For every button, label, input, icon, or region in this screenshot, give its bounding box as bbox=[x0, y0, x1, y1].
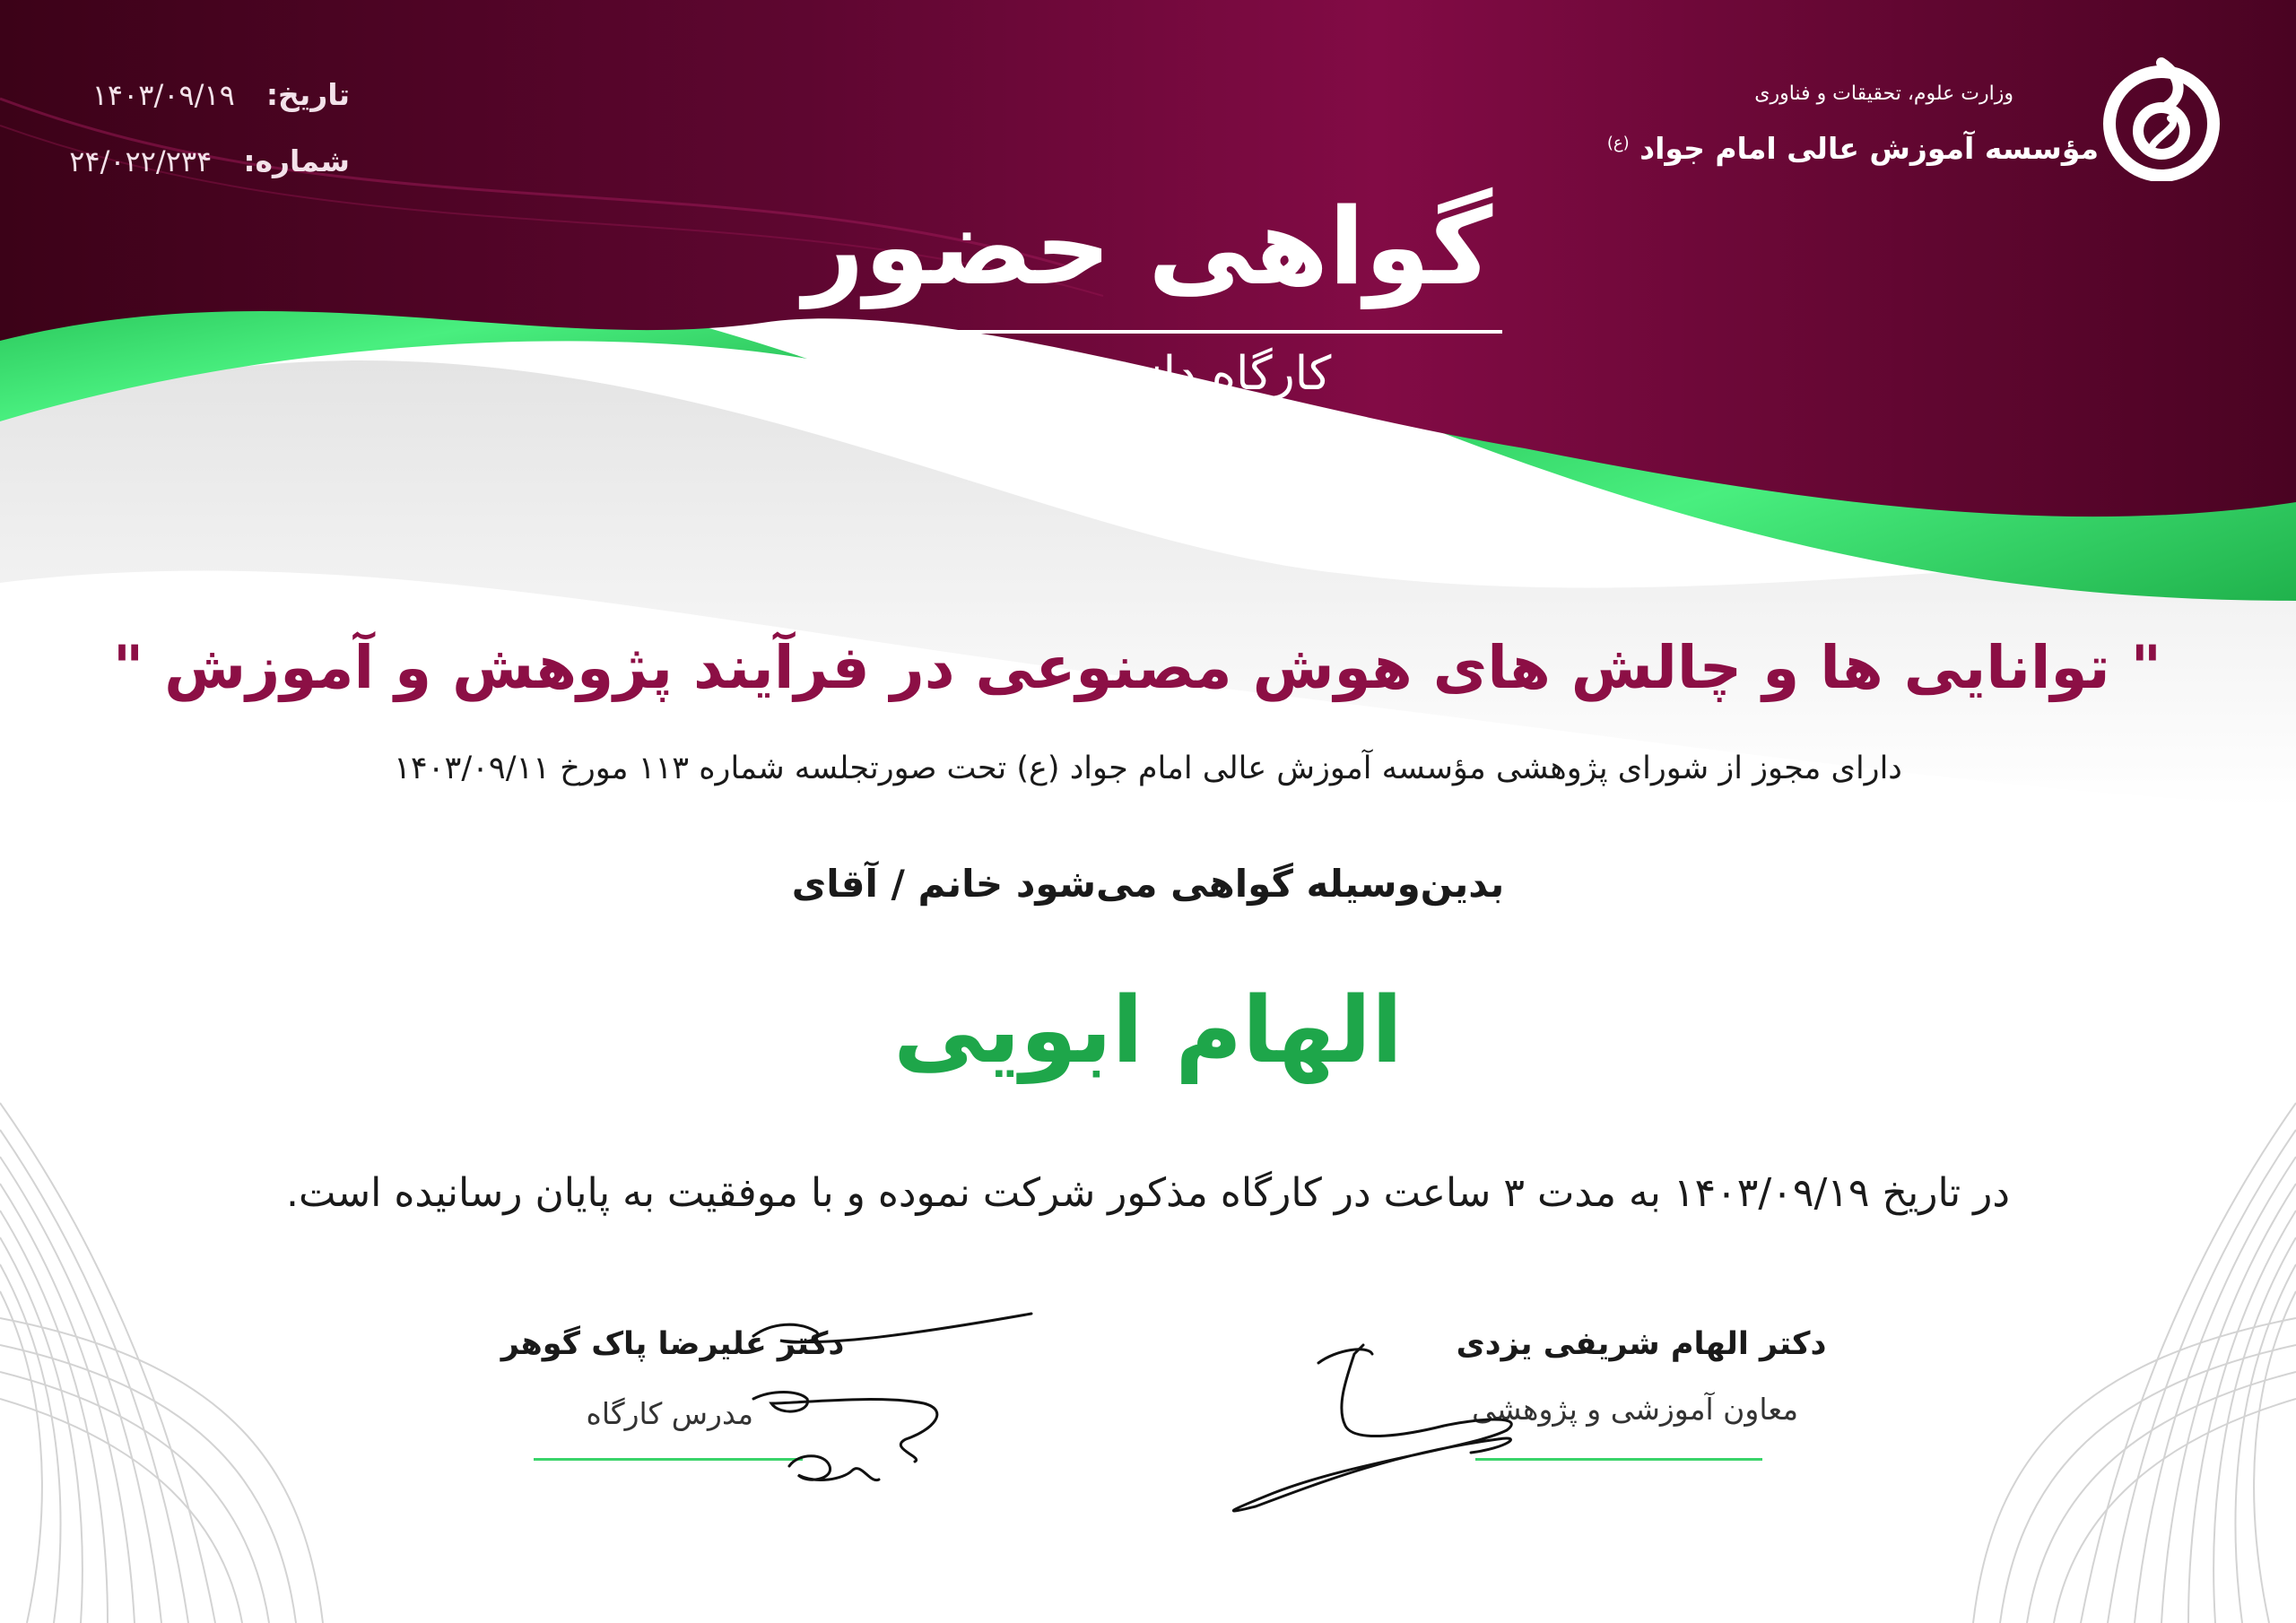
date-value: ۱۴۰۳/۰۹/۱۹ bbox=[91, 78, 235, 112]
license-line: دارای مجوز از شورای پژوهشی مؤسسه آموزش عالی امام جواد (ع) تحت صورتجلسه شماره ۱۱۳ مورخ ۱۴۰۳/۰۹/۱۱ bbox=[394, 751, 1902, 786]
number-row bbox=[69, 143, 350, 178]
workshop-title: " توانایی ها و چالش های هوش مصنوعی در فرآیند پژوهش و آموزش " bbox=[112, 633, 2161, 702]
body-text: در تاریخ ۱۴۰۳/۰۹/۱۹ به مدت ۳ ساعت در کارگاه مذکور شرکت نموده و با موفقیت به پایان رسانیده است. bbox=[286, 1170, 2010, 1216]
signature-right-mark bbox=[1220, 1327, 1561, 1533]
signatory-right-role: معاون آموزشی و پژوهشی bbox=[1472, 1392, 1798, 1427]
title-divider bbox=[785, 330, 1502, 334]
signature-left-mark bbox=[744, 1305, 1049, 1511]
signatory-left-name: دکتر علیرضا پاک گوهر bbox=[500, 1326, 845, 1362]
institute-name bbox=[1471, 131, 2099, 166]
date-row bbox=[81, 77, 350, 112]
institute-name-text: مؤسسه آموزش عالی امام جواد bbox=[1639, 131, 2099, 166]
number-label: شماره: bbox=[243, 143, 350, 178]
institute-logo-icon bbox=[2099, 56, 2224, 181]
institute-mark: (ع) bbox=[1606, 134, 1630, 152]
signatory-left-role: مدرس کارگاه bbox=[586, 1396, 753, 1431]
certificate-title: گواهی حضور bbox=[803, 185, 1493, 308]
number-value: ۲۴/۰۲۲/۲۳۴ bbox=[69, 144, 213, 178]
recipient-name: الهام ابویی bbox=[893, 977, 1403, 1084]
date-label: تاریخ: bbox=[265, 77, 350, 112]
certificate-subtitle: کارگاه دانش‌افزایی bbox=[964, 347, 1332, 401]
intro-text: بدین‌وسیله گواهی می‌شود خانم / آقای bbox=[791, 862, 1505, 906]
signatory-right-name: دکتر الهام شریفی یزدی bbox=[1456, 1326, 1827, 1362]
ministry-text: وزارت علوم، تحقیقات و فناوری bbox=[1754, 82, 2013, 105]
